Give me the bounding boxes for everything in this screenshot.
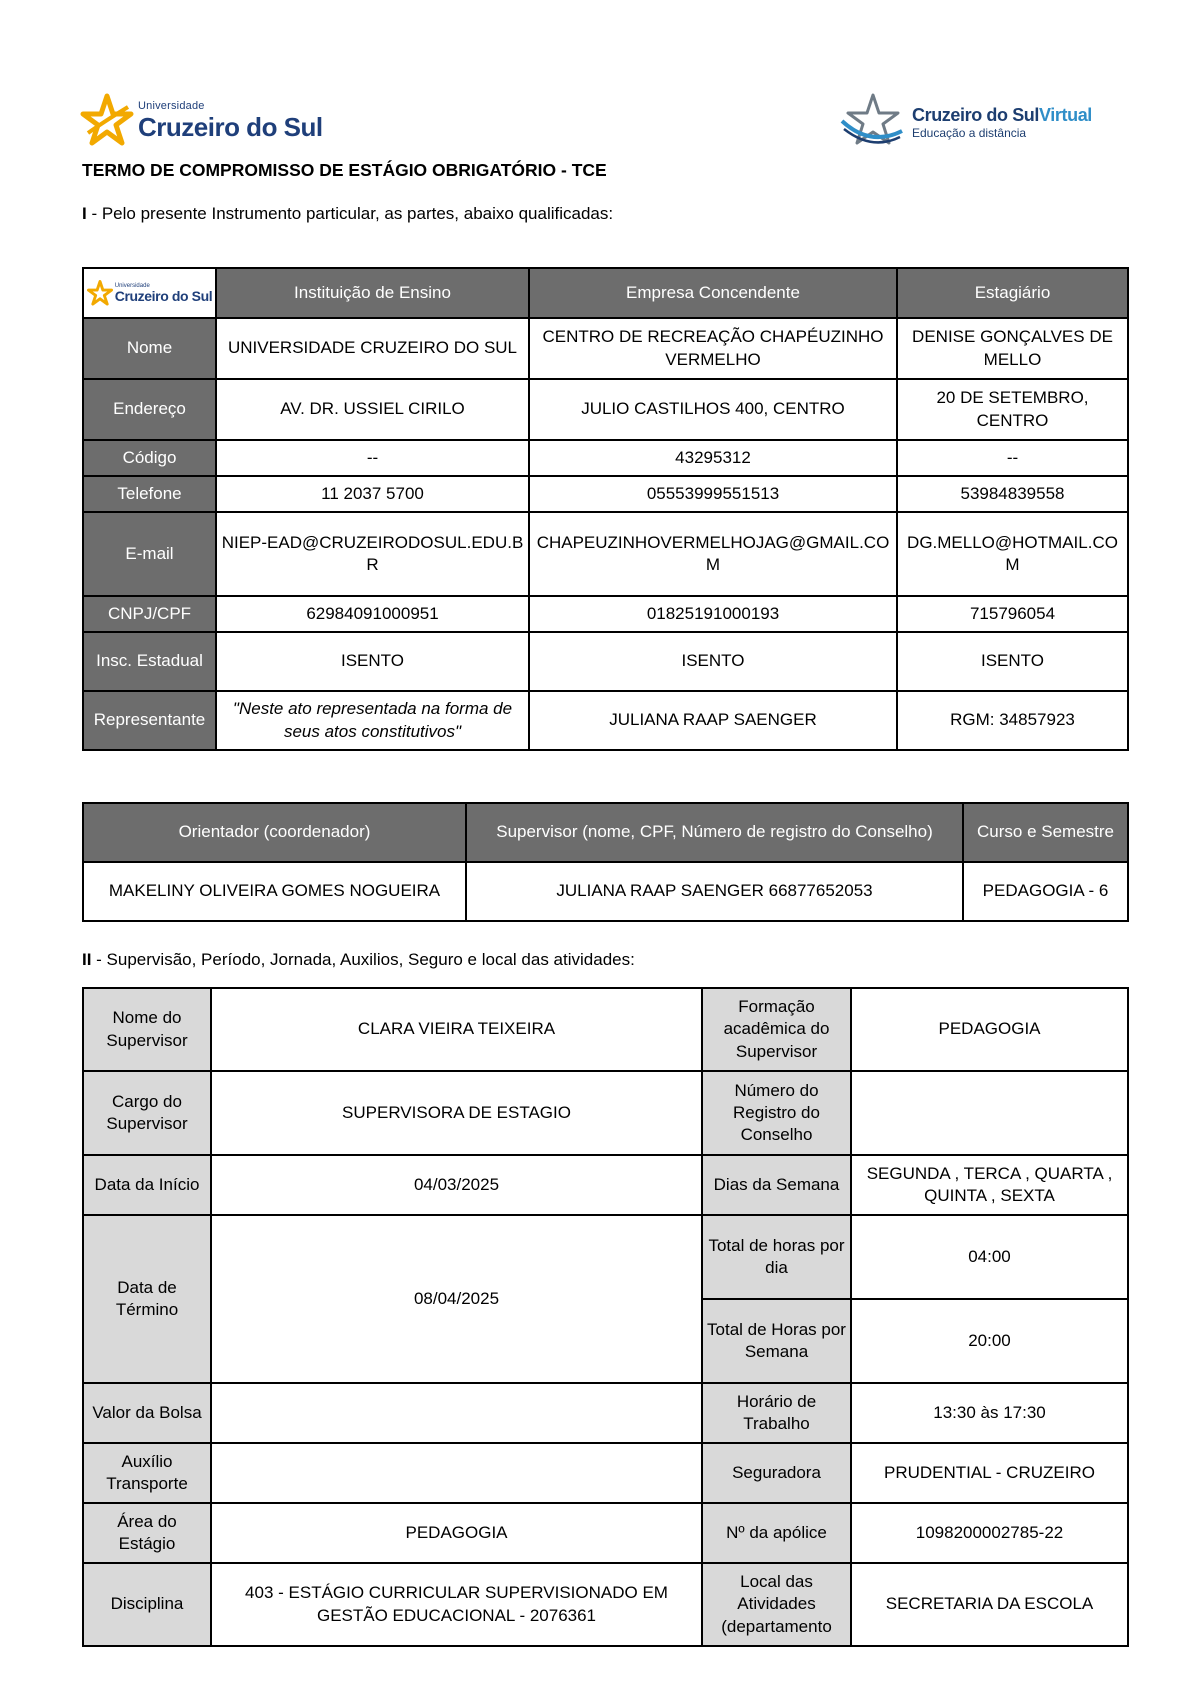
table-row [83, 318, 1128, 379]
parties-table [82, 267, 1129, 751]
transport-value [211, 1443, 702, 1503]
document-title: TERMO DE COMPROMISSO DE ESTÁGIO OBRIGATÓRIO - TCE [82, 160, 607, 180]
table-cell: -- [897, 440, 1128, 476]
row-label: Nome [83, 318, 216, 379]
table-logo-cell [83, 268, 216, 318]
table-cell: RGM: 34857923 [897, 691, 1128, 750]
table-row [83, 1215, 1128, 1299]
row-label: Insc. Estadual [83, 632, 216, 691]
table-cell: ISENTO [529, 632, 897, 691]
row-label: Endereço [83, 379, 216, 440]
star-logo-icon [87, 280, 113, 306]
table-row [83, 862, 1128, 921]
weekdays: SEGUNDA , TERCA , QUARTA , QUINTA , SEXTA [851, 1155, 1128, 1215]
table-cell: ISENTO [216, 632, 529, 691]
discipline: 403 - ESTÁGIO CURRICULAR SUPERVISIONADO EM GESTÃO EDUCACIONAL - 2076361 [211, 1563, 702, 1646]
logo-line2: Cruzeiro do Sul [138, 111, 323, 142]
table-row [83, 1071, 1128, 1155]
label-hours-week: Total de Horas por Semana [702, 1299, 851, 1383]
label-area: Área do Estágio [83, 1503, 211, 1563]
virtual-logo [840, 90, 1092, 154]
table-row [83, 379, 1128, 440]
details-table [82, 987, 1129, 1647]
table-row [83, 988, 1128, 1071]
label-role: Cargo do Supervisor [83, 1071, 211, 1155]
supervisor-info: JULIANA RAAP SAENGER 66877652053 [466, 862, 963, 921]
label-location: Local das Atividades (departamento [702, 1563, 851, 1646]
row-label: Telefone [83, 476, 216, 512]
university-logo [80, 90, 323, 150]
row-label: CNPJ/CPF [83, 596, 216, 632]
header-intern: Estagiário [897, 268, 1128, 318]
label-discipline: Disciplina [83, 1563, 211, 1646]
table-cell: 53984839558 [897, 476, 1128, 512]
virtual-logo-subtitle: Educação a distância [912, 125, 1027, 140]
table-cell: 01825191000193 [529, 596, 897, 632]
label-schedule: Horário de Trabalho [702, 1383, 851, 1443]
label-formation: Formação acadêmica do Supervisor [702, 988, 851, 1071]
table-cell: NIEP-EAD@CRUZEIRODOSUL.EDU.BR [216, 512, 529, 596]
row-label: E-mail [83, 512, 216, 596]
advisor-table [82, 802, 1129, 922]
section-1-text: I - Pelo presente Instrumento particular, as partes, abaixo qualificadas: [82, 204, 614, 223]
table-cell: JULIO CASTILHOS 400, CENTRO [529, 379, 897, 440]
start-date: 04/03/2025 [211, 1155, 702, 1215]
table-row [83, 1563, 1128, 1646]
label-policy: Nº da apólice [702, 1503, 851, 1563]
header-advisor: Orientador (coordenador) [83, 803, 466, 862]
supervisor-role: SUPERVISORA DE ESTAGIO [211, 1071, 702, 1155]
table-cell: 715796054 [897, 596, 1128, 632]
table-cell: 11 2037 5700 [216, 476, 529, 512]
stipend-value [211, 1383, 702, 1443]
table-cell: DENISE GONÇALVES DE MELLO [897, 318, 1128, 379]
label-registry: Número do Registro do Conselho [702, 1071, 851, 1155]
virtual-logo-name: Cruzeiro do SulVirtual [912, 104, 1092, 125]
logo-line1: Universidade [138, 99, 205, 112]
table-row [83, 1443, 1128, 1503]
label-supervisor-name: Nome do Supervisor [83, 988, 211, 1071]
table-row [83, 691, 1128, 750]
registry-number [851, 1071, 1128, 1155]
label-transport: Auxílio Transporte [83, 1443, 211, 1503]
table-cell: CENTRO DE RECREAÇÃO CHAPÉUZINHO VERMELHO [529, 318, 897, 379]
table-row [83, 596, 1128, 632]
table-cell: AV. DR. USSIEL CIRILO [216, 379, 529, 440]
table-cell: CHAPEUZINHOVERMELHOJAG@GMAIL.COM [529, 512, 897, 596]
insurer: PRUDENTIAL - CRUZEIRO [851, 1443, 1128, 1503]
supervisor-name: CLARA VIEIRA TEIXEIRA [211, 988, 702, 1071]
table-cell: -- [216, 440, 529, 476]
table-cell: DG.MELLO@HOTMAIL.COM [897, 512, 1128, 596]
row-label: Representante [83, 691, 216, 750]
header-institution: Instituição de Ensino [216, 268, 529, 318]
activity-location: SECRETARIA DA ESCOLA [851, 1563, 1128, 1646]
table-cell: 20 DE SETEMBRO, CENTRO [897, 379, 1128, 440]
header-supervisor: Supervisor (nome, CPF, Número de registro do Conselho) [466, 803, 963, 862]
label-hours-day: Total de horas por dia [702, 1215, 851, 1299]
label-stipend: Valor da Bolsa [83, 1383, 211, 1443]
table-cell: 43295312 [529, 440, 897, 476]
table-row [83, 632, 1128, 691]
table-row [83, 440, 1128, 476]
table-row [83, 1503, 1128, 1563]
star-logo-icon [80, 93, 134, 147]
table-cell: UNIVERSIDADE CRUZEIRO DO SUL [216, 318, 529, 379]
hours-per-week: 20:00 [851, 1299, 1128, 1383]
label-start: Data da Início [83, 1155, 211, 1215]
section-2-text: II - Supervisão, Período, Jornada, Auxilios, Seguro e local das atividades: [82, 950, 635, 969]
table-row [83, 476, 1128, 512]
end-date: 08/04/2025 [211, 1215, 702, 1383]
work-schedule: 13:30 às 17:30 [851, 1383, 1128, 1443]
label-weekdays: Dias da Semana [702, 1155, 851, 1215]
table-row [83, 1155, 1128, 1215]
table-cell: JULIANA RAAP SAENGER [529, 691, 897, 750]
star-swoosh-logo-icon [840, 91, 906, 153]
advisor-name: MAKELINY OLIVEIRA GOMES NOGUEIRA [83, 862, 466, 921]
table-row [83, 1383, 1128, 1443]
hours-per-day: 04:00 [851, 1215, 1128, 1299]
table-cell: "Neste ato representada na forma de seus atos constitutivos" [216, 691, 529, 750]
label-end: Data de Término [83, 1215, 211, 1383]
label-insurer: Seguradora [702, 1443, 851, 1503]
policy-number: 1098200002785-22 [851, 1503, 1128, 1563]
table-cell: 05553999551513 [529, 476, 897, 512]
mini-university-logo: Universidade Cruzeiro do Sul [84, 280, 215, 306]
formation: PEDAGOGIA [851, 988, 1128, 1071]
header-course: Curso e Semestre [963, 803, 1128, 862]
table-row [83, 512, 1128, 596]
table-cell: ISENTO [897, 632, 1128, 691]
header-company: Empresa Concendente [529, 268, 897, 318]
table-cell: 62984091000951 [216, 596, 529, 632]
course-semester: PEDAGOGIA - 6 [963, 862, 1128, 921]
row-label: Código [83, 440, 216, 476]
internship-area: PEDAGOGIA [211, 1503, 702, 1563]
